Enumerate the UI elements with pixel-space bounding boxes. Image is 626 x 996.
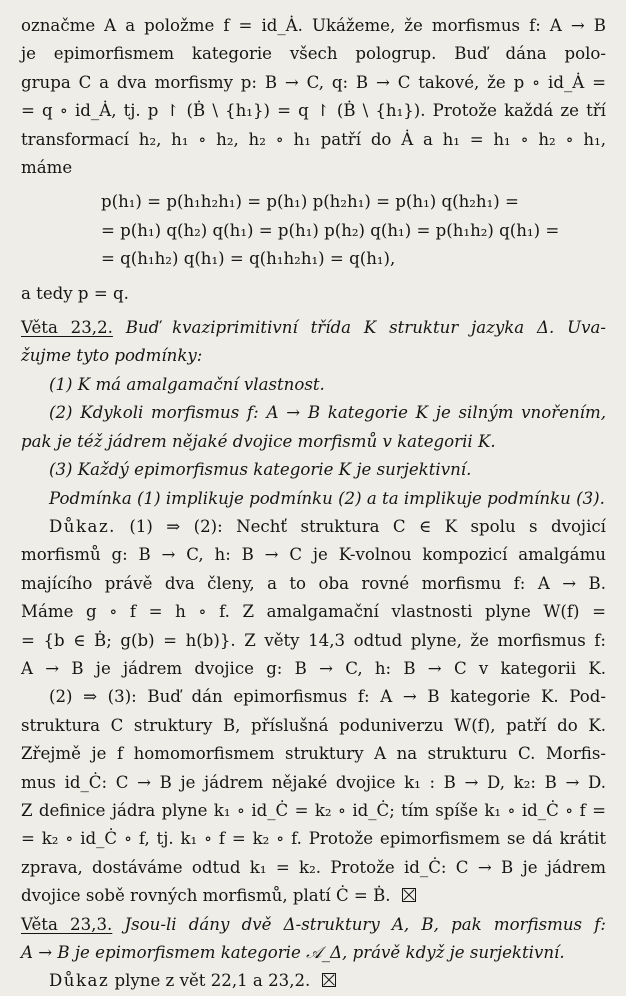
- theorem-statement: Jsou-li dány dvě Δ-struktury A, B, pak morfismus f:: [124, 914, 606, 934]
- condition-1: (1) K má amalgamační vlastnost.: [49, 374, 325, 394]
- theorem-23-2: [21, 314, 606, 911]
- proof-line: (2) ⇒ (3): Buď dán epimorfismus f: A → B kategorie K. Pod-: [49, 687, 606, 707]
- proof-line: A → B je jádrem dvojice g: B → C, h: B → C v kategorii K.: [21, 658, 606, 678]
- text-line: transformací h₂, h₁ ∘ h₂, h₂ ∘ h₁ patří do Ȧ a h₁ = h₁ ∘ h₂ ∘ h₁,: [21, 129, 606, 149]
- theorem-statement: A → B je epimorfismem kategorie 𝒜_Δ, právě když je surjektivní.: [21, 943, 565, 962]
- proof-line: = {b ∈ Ḃ; g(b) = h(b)}. Z věty 14,3 odtud plyne, že morfismus f:: [21, 630, 606, 650]
- proof-line: Z definice jádra plyne k₁ ∘ id_Ċ = k₂ ∘ id_Ċ; tím spíše k₁ ∘ id_Ċ ∘ f =: [21, 800, 606, 820]
- equation-block: [21, 188, 606, 273]
- theorem-statement: žujme tyto podmínky:: [21, 346, 203, 366]
- proof-line: mus id_Ċ: C → B je jádrem nějaké dvojice k₁ : B → D, k₂: B → D.: [21, 772, 606, 792]
- intro-paragraph: [21, 12, 606, 182]
- condition-3: (3) Každý epimorfismus kategorie K je surjektivní.: [49, 460, 472, 480]
- implication-line: Podmínka (1) implikuje podmínku (2) a ta implikuje podmínku (3).: [49, 488, 605, 508]
- conclusion-line: a tedy p = q.: [21, 283, 129, 303]
- proof-line: Máme g ∘ f = h ∘ f. Z amalgamační vlastnosti plyne W(f) =: [21, 602, 606, 622]
- proof-line: = k₂ ∘ id_Ċ ∘ f, tj. k₁ ∘ f = k₂ ∘ f. Protože epimorfismem se dá krátit: [21, 829, 606, 849]
- text-line: = q ∘ id_Ȧ, tj. p ↾ (Ḃ \ {h₁}) = q ↾ (Ḃ \ {h₁}). Protože každá ze tří: [21, 101, 606, 121]
- proof-line: morfismů g: B → C, h: B → C je K-volnou kompozicí amalgámu: [21, 545, 606, 565]
- equation-line: = p(h₁) q(h₂) q(h₁) = p(h₁) p(h₂) q(h₁) = p(h₁h₂) q(h₁) =: [101, 220, 560, 240]
- proof-line: Zřejmě je f homomorfismem struktury A na strukturu C. Morfis-: [21, 744, 606, 764]
- theorem-statement: Buď kvaziprimitivní třída K struktur jazyka Δ. Uva-: [125, 318, 607, 338]
- text-line: grupa C a dva morfismy p: B → C, q: B → C takové, že p ∘ id_Ȧ =: [21, 72, 606, 92]
- theorem-label: Věta 23,2.: [21, 318, 113, 338]
- theorem-label: Věta 23,3.: [21, 914, 113, 934]
- end-of-proof-icon: [402, 888, 416, 902]
- proof-line: struktura C struktury B, příslušná poduniverzu W(f), patří do K.: [21, 715, 606, 735]
- proof-label: Důkaz.: [49, 516, 116, 536]
- proof-line: zprava, dostáváme odtud k₁ = k₂. Protože id_Ċ: C → B je jádrem: [21, 857, 606, 877]
- proof-text: plyne z vět 22,1 a 23,2.: [114, 971, 311, 991]
- condition-2: (2) Kdykoli morfismus f: A → B kategorie K je silným vnořením,: [49, 403, 606, 423]
- text-line: máme: [21, 158, 73, 178]
- end-of-proof-icon: [322, 973, 336, 987]
- condition-2: pak je též jádrem nějaké dvojice morfismů v kategorii K.: [21, 431, 496, 451]
- equation-line: = q(h₁h₂) q(h₁) = q(h₁h₂h₁) = q(h₁),: [101, 249, 396, 269]
- text-line: označme A a položme f = id_Ȧ. Ukážeme, že morfismus f: A → B: [21, 16, 606, 35]
- text-line: je epimorfismem kategorie všech pologrup. Buď dána polo-: [21, 44, 606, 64]
- proof-line: majícího právě dva členy, a to oba rovné morfismu f: A → B.: [21, 573, 606, 593]
- proof-line: dvojice sobě rovných morfismů, platí Ċ = Ḃ.: [21, 886, 391, 906]
- equation-line: p(h₁) = p(h₁h₂h₁) = p(h₁) p(h₂h₁) = p(h₁) q(h₂h₁) =: [101, 192, 519, 212]
- proof-line: (1) ⇒ (2): Nechť struktura C ∈ K spolu s dvojicí: [129, 516, 606, 536]
- proof-label: Důkaz: [49, 971, 110, 991]
- theorem-23-3: [21, 911, 606, 996]
